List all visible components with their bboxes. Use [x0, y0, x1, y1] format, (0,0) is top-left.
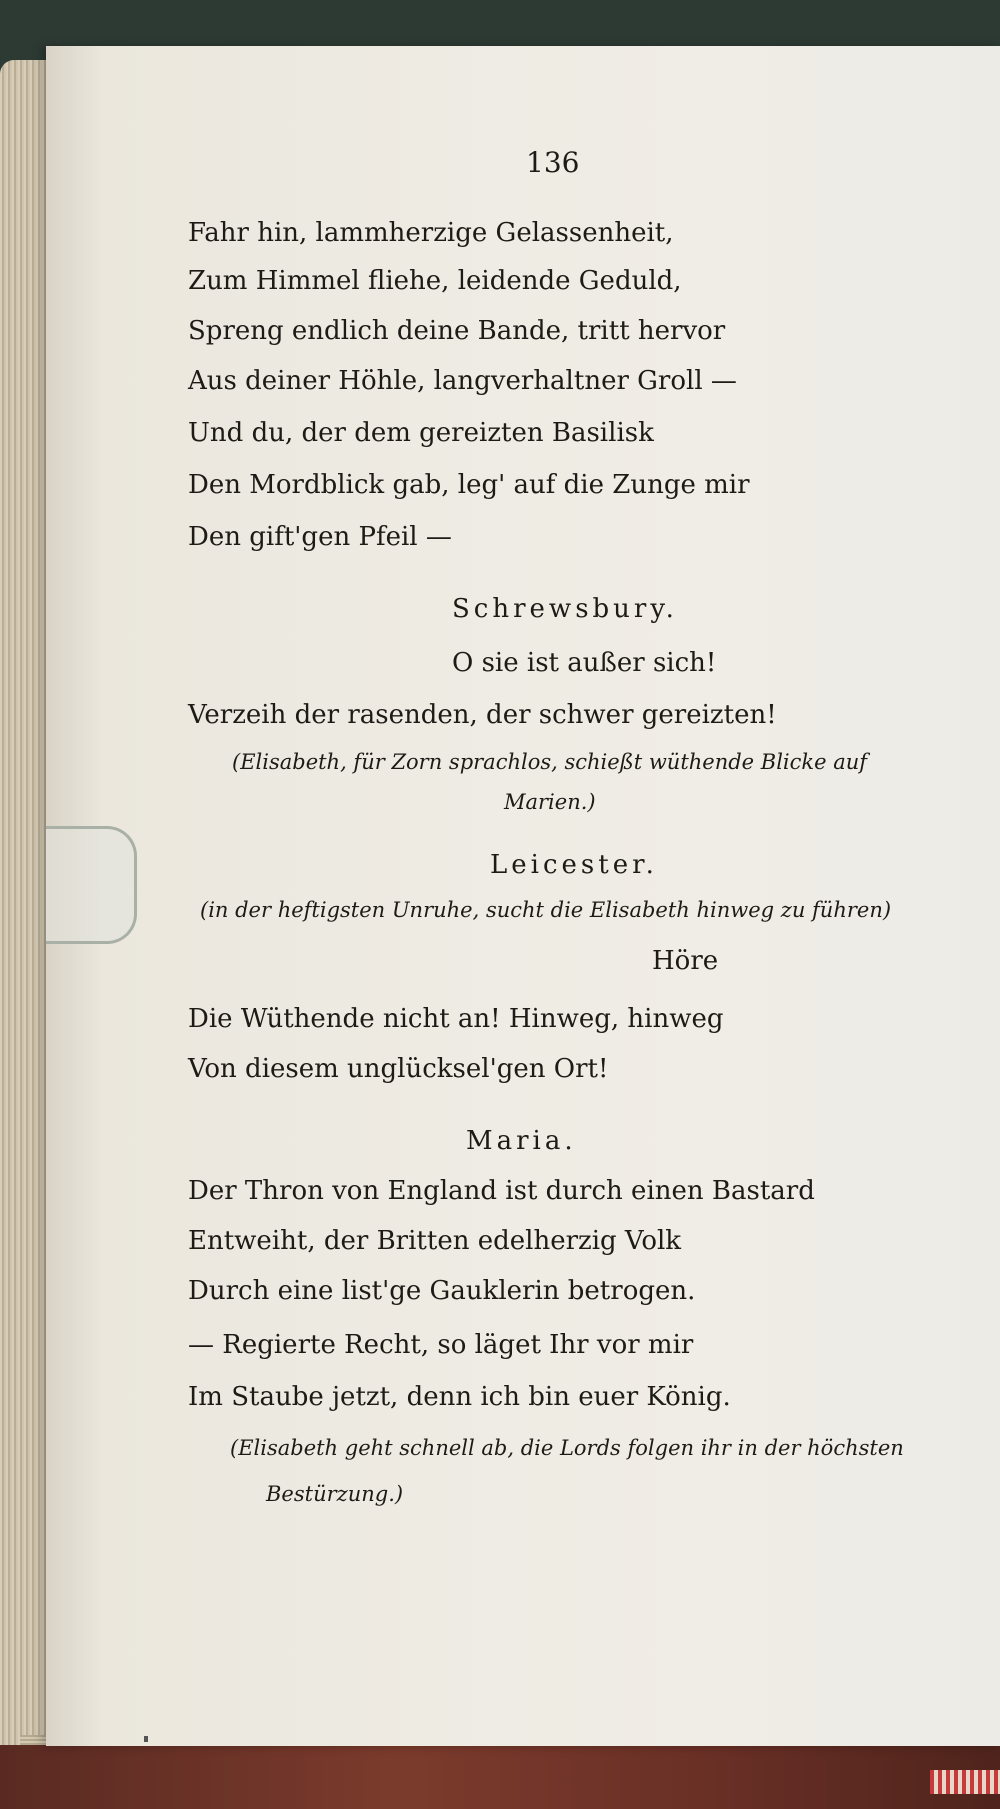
verse-line: Der Thron von England ist durch einen Bastard	[188, 1176, 815, 1206]
book-cover	[0, 1745, 1000, 1809]
stage-direction: (Elisabeth, für Zorn sprachlos, schießt wüthende Blicke auf	[232, 750, 868, 774]
stage-direction: (in der heftigsten Unruhe, sucht die Elisabeth hinweg zu führen)	[200, 898, 892, 922]
page-clip	[46, 826, 137, 944]
verse-line: Von diesem unglücksel'gen Ort!	[188, 1054, 609, 1084]
ink-speck	[144, 1736, 148, 1742]
speaker-name: Maria.	[466, 1126, 577, 1156]
verse-line: — Regierte Recht, so läget Ihr vor mir	[188, 1330, 694, 1360]
stage-direction: Marien.)	[504, 790, 596, 814]
verse-line: Im Staube jetzt, denn ich bin euer König.	[188, 1382, 731, 1412]
stage-direction: (Elisabeth geht schnell ab, die Lords folgen ihr in der höchsten	[230, 1436, 904, 1460]
speaker-name: Leicester.	[490, 850, 658, 880]
speaker-name: Schrewsbury.	[452, 594, 678, 624]
verse-line: Spreng endlich deine Bande, tritt hervor	[188, 316, 726, 346]
book-page	[46, 46, 1000, 1746]
verse-line: Aus deiner Höhle, langverhaltner Groll —	[188, 366, 737, 396]
stage-direction: Bestürzung.)	[266, 1482, 404, 1506]
verse-line: Zum Himmel fliehe, leidende Geduld,	[188, 266, 682, 296]
verse-line: Höre	[652, 946, 719, 976]
page-number: 136	[526, 146, 580, 179]
verse-line: Durch eine list'ge Gauklerin betrogen.	[188, 1276, 696, 1306]
bookmark-ribbon	[930, 1770, 1000, 1794]
verse-line: O sie ist außer sich!	[452, 648, 717, 678]
verse-line: Den gift'gen Pfeil —	[188, 522, 452, 552]
verse-line: Verzeih der rasenden, der schwer gereizten!	[188, 700, 777, 730]
verse-line: Fahr hin, lammherzige Gelassenheit,	[188, 218, 674, 248]
verse-line: Den Mordblick gab, leg' auf die Zunge mir	[188, 470, 750, 500]
verse-line: Die Wüthende nicht an! Hinweg, hinweg	[188, 1004, 724, 1034]
verse-line: Entweiht, der Britten edelherzig Volk	[188, 1226, 682, 1256]
verse-line: Und du, der dem gereizten Basilisk	[188, 418, 654, 448]
